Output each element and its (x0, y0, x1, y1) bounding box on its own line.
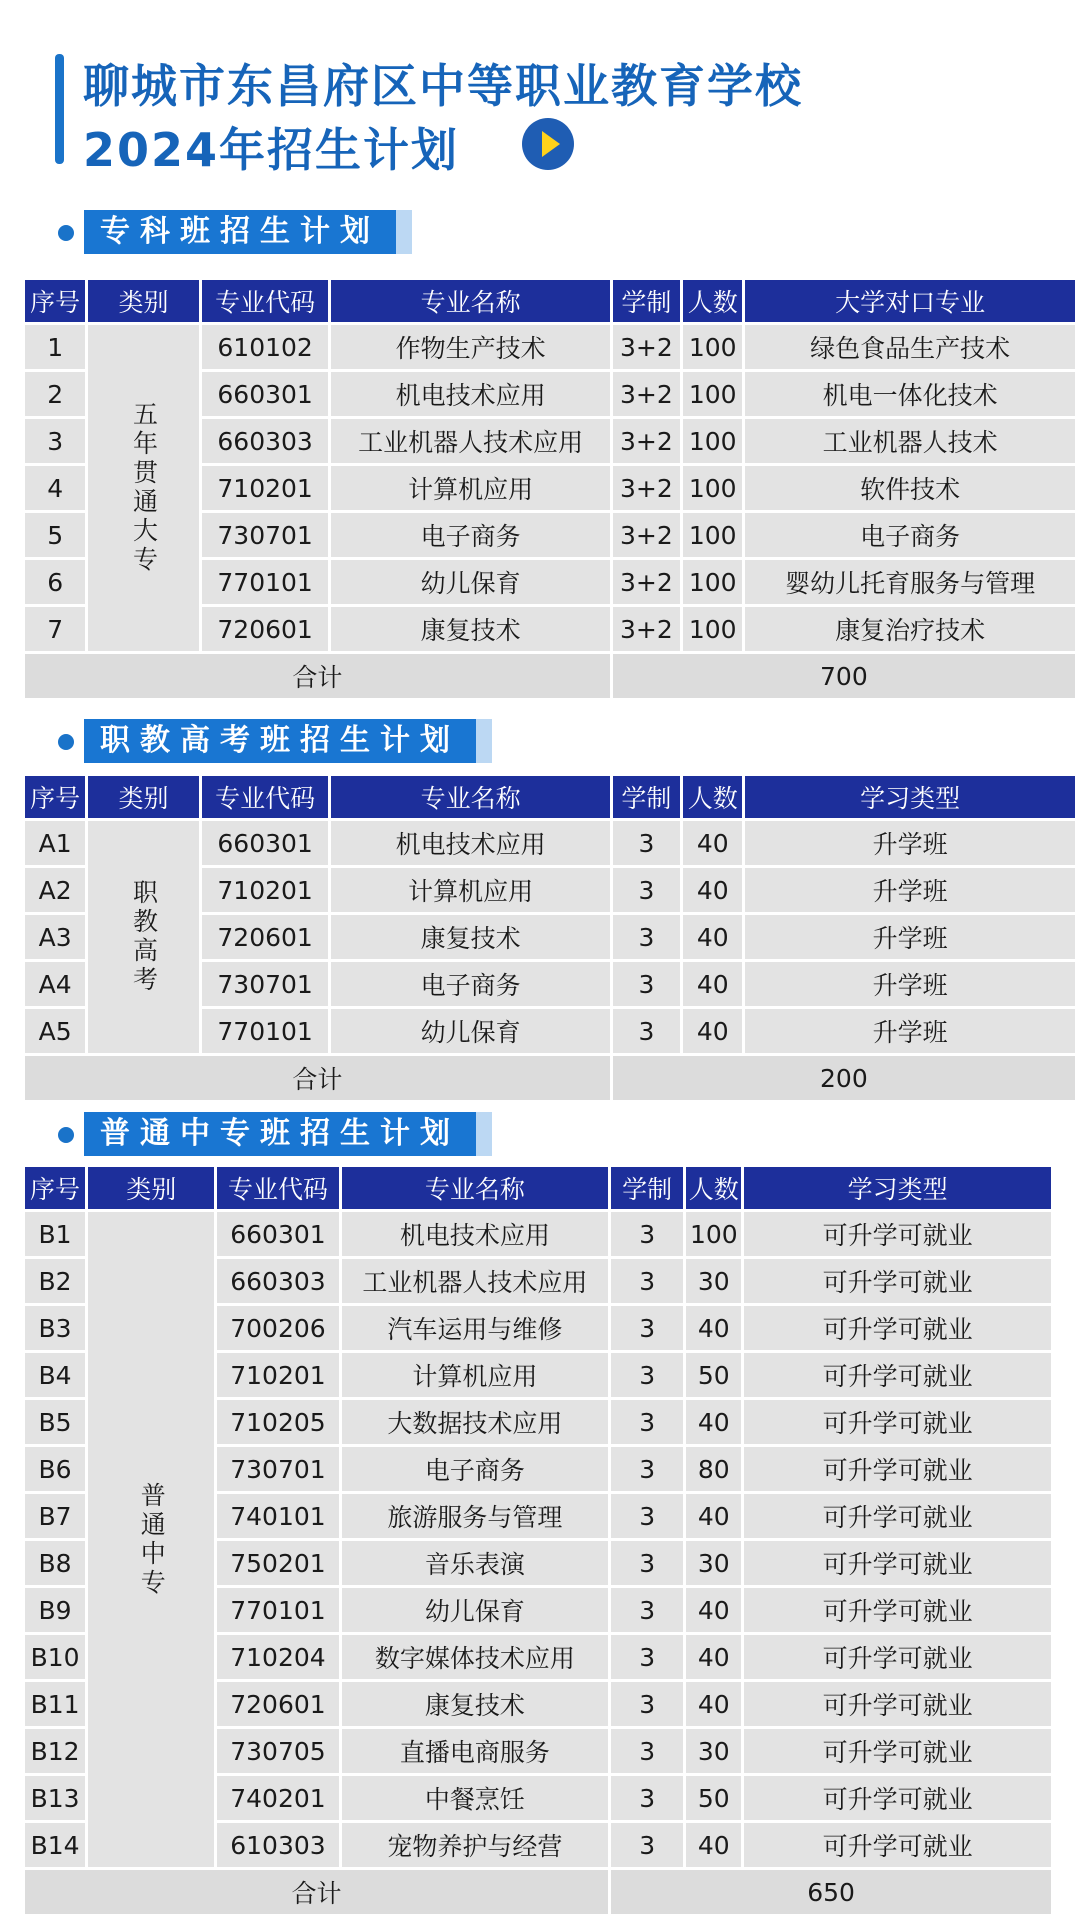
cell-study-type: 升学班 (745, 962, 1075, 1006)
cell-count: 100 (683, 466, 742, 510)
cell-duration: 3 (611, 1588, 683, 1632)
cell-code: 720601 (202, 915, 329, 959)
cell-study-type: 可升学可就业 (744, 1635, 1051, 1679)
bullet-dot-icon (58, 1127, 74, 1143)
cell-count: 100 (686, 1212, 741, 1256)
cell-seq: B11 (25, 1682, 85, 1726)
cell-count: 50 (686, 1776, 741, 1820)
cell-duration: 3 (613, 1009, 680, 1053)
cell-seq: 7 (25, 607, 85, 651)
cell-seq: B4 (25, 1353, 85, 1397)
header-count: 人数 (686, 1167, 741, 1209)
school-name: 聊城市东昌府区中等职业教育学校 (83, 59, 803, 113)
cell-code: 730701 (217, 1447, 338, 1491)
cell-study-type: 可升学可就业 (744, 1494, 1051, 1538)
cell-duration: 3 (611, 1212, 683, 1256)
cell-duration: 3 (613, 915, 680, 959)
table-header-row (25, 1167, 1051, 1209)
cell-major-name: 中餐烹饪 (342, 1776, 609, 1820)
cell-study-type: 可升学可就业 (744, 1776, 1051, 1820)
header-major-name: 专业名称 (331, 280, 609, 322)
cell-count: 100 (683, 560, 742, 604)
cell-major-name: 大数据技术应用 (342, 1400, 609, 1444)
header-code: 专业代码 (202, 776, 329, 818)
cell-count: 50 (686, 1353, 741, 1397)
cell-major-name: 宠物养护与经营 (342, 1823, 609, 1867)
cell-duration: 3 (613, 962, 680, 1006)
cell-seq: B9 (25, 1588, 85, 1632)
cell-code: 730705 (217, 1729, 338, 1773)
header-major-name: 专业名称 (331, 776, 609, 818)
cell-duration: 3+2 (613, 513, 680, 557)
cell-code: 720601 (202, 607, 329, 651)
total-label: 合计 (25, 1056, 610, 1100)
cell-duration: 3 (611, 1353, 683, 1397)
cell-study-type: 升学班 (745, 915, 1075, 959)
section-2-title: 职教高考班招生计划 (84, 719, 476, 763)
cell-university-major: 婴幼儿托育服务与管理 (745, 560, 1075, 604)
cell-major-name: 直播电商服务 (342, 1729, 609, 1773)
cell-duration: 3 (611, 1447, 683, 1491)
cell-count: 30 (686, 1729, 741, 1773)
cell-seq: 2 (25, 372, 85, 416)
cell-major-name: 机电技术应用 (331, 372, 609, 416)
cell-major-name: 计算机应用 (331, 466, 609, 510)
cell-count: 100 (683, 607, 742, 651)
cell-count: 100 (683, 419, 742, 463)
cell-code: 710205 (217, 1400, 338, 1444)
cell-duration: 3 (611, 1729, 683, 1773)
table-header-row (25, 280, 1075, 322)
table-section-2 (22, 773, 1077, 1103)
cell-duration: 3 (613, 821, 680, 865)
cell-major-name: 音乐表演 (342, 1541, 609, 1585)
cell-duration: 3 (611, 1259, 683, 1303)
cell-study-type: 升学班 (745, 1009, 1075, 1053)
cell-major-name: 计算机应用 (342, 1353, 609, 1397)
cell-major-name: 工业机器人技术应用 (342, 1259, 609, 1303)
cell-duration: 3+2 (613, 560, 680, 604)
total-value: 650 (611, 1870, 1051, 1914)
cell-count: 40 (683, 868, 742, 912)
cell-university-major: 电子商务 (745, 513, 1075, 557)
cell-seq: B13 (25, 1776, 85, 1820)
cell-university-major: 工业机器人技术 (745, 419, 1075, 463)
cell-major-name: 康复技术 (331, 607, 609, 651)
header-seq: 序号 (25, 280, 85, 322)
table-row (25, 821, 1075, 865)
cell-code: 770101 (217, 1588, 338, 1632)
cell-count: 100 (683, 513, 742, 557)
cell-study-type: 可升学可就业 (744, 1729, 1051, 1773)
cell-duration: 3+2 (613, 325, 680, 369)
cell-count: 40 (686, 1588, 741, 1632)
cell-duration: 3+2 (613, 607, 680, 651)
header-count: 人数 (683, 776, 742, 818)
cell-count: 40 (686, 1306, 741, 1350)
cell-major-name: 电子商务 (331, 962, 609, 1006)
cell-code: 710201 (217, 1353, 338, 1397)
cell-major-name: 汽车运用与维修 (342, 1306, 609, 1350)
cell-count: 100 (683, 372, 742, 416)
cell-count: 40 (686, 1635, 741, 1679)
table-section-3 (22, 1164, 1054, 1917)
cell-category: 五年贯通大专 (88, 325, 199, 651)
cell-major-name: 机电技术应用 (342, 1212, 609, 1256)
title-accent-bar (55, 54, 64, 164)
cell-duration: 3 (613, 868, 680, 912)
table-row (25, 325, 1075, 369)
section-1-title: 专科班招生计划 (84, 210, 396, 254)
header-study-type: 学习类型 (745, 776, 1075, 818)
cell-code: 730701 (202, 962, 329, 1006)
cell-count: 40 (683, 1009, 742, 1053)
cell-count: 40 (686, 1823, 741, 1867)
cell-university-major: 康复治疗技术 (745, 607, 1075, 651)
cell-major-name: 康复技术 (331, 915, 609, 959)
cell-count: 100 (683, 325, 742, 369)
table-section-1 (22, 277, 1077, 701)
header-category: 类别 (88, 776, 199, 818)
cell-duration: 3 (611, 1400, 683, 1444)
cell-duration: 3 (611, 1306, 683, 1350)
total-row (25, 1056, 1075, 1100)
total-value: 700 (613, 654, 1075, 698)
cell-seq: B3 (25, 1306, 85, 1350)
cell-university-major: 机电一体化技术 (745, 372, 1075, 416)
cell-duration: 3 (611, 1494, 683, 1538)
cell-duration: 3 (611, 1682, 683, 1726)
cell-major-name: 机电技术应用 (331, 821, 609, 865)
cell-count: 30 (686, 1259, 741, 1303)
cell-major-name: 旅游服务与管理 (342, 1494, 609, 1538)
bullet-dot-icon (58, 734, 74, 750)
cell-seq: 5 (25, 513, 85, 557)
total-value: 200 (613, 1056, 1075, 1100)
total-label: 合计 (25, 654, 610, 698)
cell-code: 660301 (202, 372, 329, 416)
table-header-row (25, 776, 1075, 818)
cell-major-name: 工业机器人技术应用 (331, 419, 609, 463)
header-major-name: 专业名称 (342, 1167, 609, 1209)
cell-study-type: 可升学可就业 (744, 1447, 1051, 1491)
cell-seq: B7 (25, 1494, 85, 1538)
total-label: 合计 (25, 1870, 608, 1914)
cell-count: 80 (686, 1447, 741, 1491)
cell-code: 770101 (202, 1009, 329, 1053)
cell-major-name: 幼儿保育 (331, 1009, 609, 1053)
cell-code: 700206 (217, 1306, 338, 1350)
header-duration: 学制 (611, 1167, 683, 1209)
cell-study-type: 升学班 (745, 821, 1075, 865)
cell-major-name: 电子商务 (342, 1447, 609, 1491)
bullet-dot-icon (58, 225, 74, 241)
cell-seq: 1 (25, 325, 85, 369)
cell-seq: 6 (25, 560, 85, 604)
cell-count: 40 (686, 1494, 741, 1538)
cell-code: 660301 (202, 821, 329, 865)
cell-seq: B14 (25, 1823, 85, 1867)
cell-study-type: 可升学可就业 (744, 1259, 1051, 1303)
cell-code: 660303 (202, 419, 329, 463)
cell-study-type: 升学班 (745, 868, 1075, 912)
cell-study-type: 可升学可就业 (744, 1212, 1051, 1256)
cell-seq: A3 (25, 915, 85, 959)
cell-code: 710201 (202, 466, 329, 510)
cell-major-name: 幼儿保育 (342, 1588, 609, 1632)
cell-study-type: 可升学可就业 (744, 1541, 1051, 1585)
cell-seq: B8 (25, 1541, 85, 1585)
cell-major-name: 电子商务 (331, 513, 609, 557)
cell-seq: A1 (25, 821, 85, 865)
cell-duration: 3+2 (613, 466, 680, 510)
cell-major-name: 作物生产技术 (331, 325, 609, 369)
cell-duration: 3 (611, 1776, 683, 1820)
cell-seq: B6 (25, 1447, 85, 1491)
total-row (25, 1870, 1051, 1914)
cell-category: 职教高考 (88, 821, 199, 1053)
cell-code: 770101 (202, 560, 329, 604)
cell-duration: 3 (611, 1541, 683, 1585)
cell-major-name: 计算机应用 (331, 868, 609, 912)
cell-seq: B5 (25, 1400, 85, 1444)
cell-code: 610303 (217, 1823, 338, 1867)
cell-duration: 3+2 (613, 419, 680, 463)
header-duration: 学制 (613, 280, 680, 322)
cell-seq: B1 (25, 1212, 85, 1256)
table-row (25, 1212, 1051, 1256)
cell-seq: B10 (25, 1635, 85, 1679)
header-code: 专业代码 (202, 280, 329, 322)
header-study-type: 学习类型 (744, 1167, 1051, 1209)
cell-university-major: 软件技术 (745, 466, 1075, 510)
page-title: 2024年招生计划 (83, 123, 460, 177)
cell-seq: B2 (25, 1259, 85, 1303)
cell-code: 740101 (217, 1494, 338, 1538)
cell-study-type: 可升学可就业 (744, 1823, 1051, 1867)
cell-major-name: 康复技术 (342, 1682, 609, 1726)
cell-study-type: 可升学可就业 (744, 1588, 1051, 1632)
cell-seq: A4 (25, 962, 85, 1006)
header-university-major: 大学对口专业 (745, 280, 1075, 322)
cell-seq: 3 (25, 419, 85, 463)
cell-count: 40 (683, 821, 742, 865)
section-3-title: 普通中专班招生计划 (84, 1112, 476, 1156)
cell-count: 40 (686, 1682, 741, 1726)
cell-count: 30 (686, 1541, 741, 1585)
cell-study-type: 可升学可就业 (744, 1353, 1051, 1397)
total-row (25, 654, 1075, 698)
header-code: 专业代码 (217, 1167, 338, 1209)
cell-code: 720601 (217, 1682, 338, 1726)
cell-code: 740201 (217, 1776, 338, 1820)
header-seq: 序号 (25, 1167, 85, 1209)
cell-duration: 3 (611, 1635, 683, 1679)
cell-duration: 3+2 (613, 372, 680, 416)
cell-code: 710204 (217, 1635, 338, 1679)
cell-code: 730701 (202, 513, 329, 557)
cell-count: 40 (683, 915, 742, 959)
cell-code: 610102 (202, 325, 329, 369)
cell-code: 660303 (217, 1259, 338, 1303)
header-seq: 序号 (25, 776, 85, 818)
cell-count: 40 (686, 1400, 741, 1444)
play-icon (522, 118, 574, 170)
cell-category: 普通中专 (88, 1212, 214, 1867)
cell-study-type: 可升学可就业 (744, 1400, 1051, 1444)
cell-seq: A5 (25, 1009, 85, 1053)
header-count: 人数 (683, 280, 742, 322)
cell-study-type: 可升学可就业 (744, 1682, 1051, 1726)
cell-university-major: 绿色食品生产技术 (745, 325, 1075, 369)
cell-duration: 3 (611, 1823, 683, 1867)
cell-major-name: 数字媒体技术应用 (342, 1635, 609, 1679)
cell-seq: A2 (25, 868, 85, 912)
cell-study-type: 可升学可就业 (744, 1306, 1051, 1350)
cell-code: 750201 (217, 1541, 338, 1585)
cell-code: 710201 (202, 868, 329, 912)
cell-seq: B12 (25, 1729, 85, 1773)
header-category: 类别 (88, 280, 199, 322)
cell-code: 660301 (217, 1212, 338, 1256)
cell-major-name: 幼儿保育 (331, 560, 609, 604)
header-category: 类别 (88, 1167, 214, 1209)
cell-seq: 4 (25, 466, 85, 510)
header-duration: 学制 (613, 776, 680, 818)
cell-count: 40 (683, 962, 742, 1006)
